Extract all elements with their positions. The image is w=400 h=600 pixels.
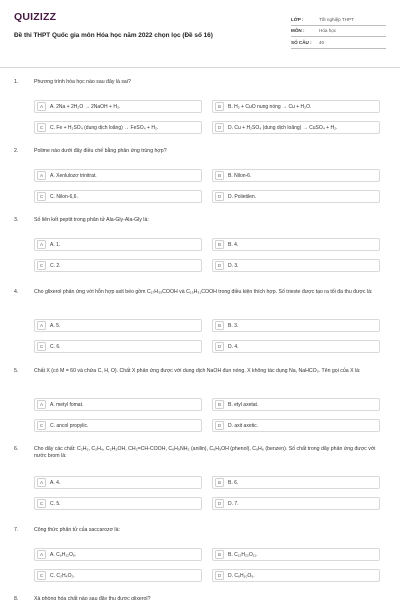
question-text: Cho dãy các chất: C₂H₂, C₂H₄, C₂H₅OH, CH₂=CH-COOH, C₆H₅NH₂ (anilin), C₆H₅OH (phenol), C₆H₆ (benzen). Số chất trong dãy phản ứng được với nước brom là: <box>34 446 376 460</box>
question-text: Polime nào dưới đây điều chế bằng phản ứng trùng hợp? <box>34 148 167 154</box>
option-letter-badge: A <box>37 171 46 180</box>
meta-value: 40 <box>319 39 325 45</box>
option-text: C. Fe + H₂SO₄ (dung dịch loãng) → FeSO₄ + H₂. <box>50 124 159 131</box>
option-text: D. 4. <box>228 343 239 350</box>
answer-option-b[interactable] <box>212 238 380 251</box>
option-letter-badge: B <box>215 171 224 180</box>
answer-option-a[interactable] <box>34 398 202 411</box>
option-letter-badge: D <box>215 499 224 508</box>
option-letter-badge: B <box>215 400 224 409</box>
answer-option-d[interactable] <box>212 259 380 272</box>
question-number: 3. <box>14 217 19 223</box>
option-text: A. 5. <box>50 322 61 329</box>
option-text: A. C₆H₁₂O₆. <box>50 551 77 558</box>
option-letter-badge: C <box>37 261 46 270</box>
answer-option-b[interactable] <box>212 319 380 332</box>
answer-option-c[interactable] <box>34 497 202 510</box>
option-letter-badge: C <box>37 499 46 508</box>
question-number: 4. <box>14 289 19 295</box>
option-text: B. etyl axetat. <box>228 401 259 408</box>
option-letter-badge: C <box>37 192 46 201</box>
exam-title: Đề thi THPT Quốc gia môn Hóa học năm 2022 chọn lọc (Đề số 16) <box>14 31 213 39</box>
answer-option-d[interactable] <box>212 121 380 134</box>
question-text: Xà phòng hóa chất nào sau đây thu được glixerol? <box>34 596 151 600</box>
answer-option-d[interactable] <box>212 419 380 432</box>
answer-option-d[interactable] <box>212 190 380 203</box>
option-text: D. Cu + H₂SO₄ (dung dịch loãng) → CuSO₄ + H₂. <box>228 124 338 131</box>
answer-option-c[interactable] <box>34 569 202 582</box>
option-letter-badge: D <box>215 571 224 580</box>
option-text: D. C₆H₁₀O₅. <box>228 572 255 579</box>
meta-label: LỚP : <box>291 16 304 22</box>
answer-option-a[interactable] <box>34 169 202 182</box>
meta-label: SỐ CÂU : <box>291 39 312 45</box>
option-text: B. 3. <box>228 322 239 329</box>
question-number: 5. <box>14 368 19 374</box>
option-letter-badge: D <box>215 192 224 201</box>
option-text: B. Nilon-6. <box>228 172 252 179</box>
meta-label: MÔN : <box>291 28 305 34</box>
answer-option-a[interactable] <box>34 548 202 561</box>
option-text: C. 6. <box>50 343 61 350</box>
quizizz-logo: QUIZIZZ <box>14 11 57 23</box>
meta-value: Hóa học <box>319 28 337 34</box>
question-text: Phương trình hóa học nào sau đây là sai? <box>34 79 131 85</box>
option-letter-badge: B <box>215 102 224 111</box>
option-letter-badge: A <box>37 321 46 330</box>
option-text: B. 4. <box>228 241 239 248</box>
option-letter-badge: A <box>37 102 46 111</box>
meta-table <box>291 14 386 49</box>
answer-option-b[interactable] <box>212 100 380 113</box>
option-letter-badge: B <box>215 240 224 249</box>
answer-option-c[interactable] <box>34 121 202 134</box>
answer-option-a[interactable] <box>34 319 202 332</box>
option-letter-badge: B <box>215 550 224 559</box>
answer-option-a[interactable] <box>34 238 202 251</box>
meta-row-class <box>291 14 386 26</box>
header-left <box>14 12 213 49</box>
option-text: B. C₁₂H₂₂O₁₁. <box>228 551 258 558</box>
option-text: D. 3. <box>228 262 239 269</box>
answer-option-b[interactable] <box>212 476 380 489</box>
option-text: D. Polietilen. <box>228 193 257 200</box>
answer-option-b[interactable] <box>212 398 380 411</box>
option-text: A. 1. <box>50 241 61 248</box>
option-text: B. 6. <box>228 479 239 486</box>
question-text: Số liên kết peptit trong phân tử Ala-Gly-Ala-Gly là: <box>34 217 149 223</box>
question-text: Chất X (có M = 60 và chứa C, H, O). Chất X phản ứng được với dung dịch NaOH đun nóng. X không tác dụng Na, NaHCO₃. Tên gọi của X là: <box>34 368 361 374</box>
option-letter-badge: A <box>37 478 46 487</box>
option-letter-badge: C <box>37 342 46 351</box>
option-text: C. ancol propylic. <box>50 422 89 429</box>
answer-option-c[interactable] <box>34 190 202 203</box>
question-text: Công thức phân tử của saccarozơ là: <box>34 527 120 533</box>
option-letter-badge: D <box>215 342 224 351</box>
option-letter-badge: A <box>37 240 46 249</box>
option-text: A. 4. <box>50 479 61 486</box>
question-number: 7. <box>14 527 19 533</box>
option-text: C. 5. <box>50 500 61 507</box>
answer-option-b[interactable] <box>212 169 380 182</box>
answer-option-c[interactable] <box>34 259 202 272</box>
option-text: A. 2Na + 2H₂O → 2NaOH + H₂. <box>50 103 121 110</box>
answer-option-a[interactable] <box>34 476 202 489</box>
option-letter-badge: B <box>215 478 224 487</box>
option-text: D. 7. <box>228 500 239 507</box>
option-text: A. metyl fomat. <box>50 401 84 408</box>
answer-option-c[interactable] <box>34 419 202 432</box>
option-letter-badge: B <box>215 321 224 330</box>
answer-option-a[interactable] <box>34 100 202 113</box>
question-number: 8. <box>14 596 19 600</box>
option-letter-badge: C <box>37 123 46 132</box>
answer-option-d[interactable] <box>212 569 380 582</box>
option-text: C. 2. <box>50 262 61 269</box>
header-divider <box>0 67 400 68</box>
option-letter-badge: A <box>37 550 46 559</box>
answer-option-b[interactable] <box>212 548 380 561</box>
option-text: A. Xenlulozơ trinitrat. <box>50 172 97 179</box>
option-letter-badge: A <box>37 400 46 409</box>
meta-row-subject <box>291 26 386 38</box>
option-letter-badge: C <box>37 421 46 430</box>
answer-option-d[interactable] <box>212 497 380 510</box>
answer-option-d[interactable] <box>212 340 380 353</box>
meta-value: Tốt nghiệp THPT <box>319 16 354 22</box>
meta-row-count <box>291 37 386 49</box>
option-text: D. axit axetic. <box>228 422 259 429</box>
option-letter-badge: D <box>215 123 224 132</box>
answer-option-c[interactable] <box>34 340 202 353</box>
worksheet-header <box>14 12 386 49</box>
option-text: B. H₂ + CuO nung nóng → Cu + H₂O. <box>228 103 312 110</box>
question-number: 6. <box>14 446 19 452</box>
question-number: 2. <box>14 148 19 154</box>
option-text: C. C₂H₄O₂. <box>50 572 75 579</box>
option-letter-badge: D <box>215 261 224 270</box>
option-text: C. Nilon-6,6. <box>50 193 78 200</box>
option-letter-badge: D <box>215 421 224 430</box>
question-text: Cho glixerol phản ứng với hỗn hợp axit béo gồm C₁₇H₃₅COOH và C₁₅H₃₁COOH trong điều kiện thích hợp. Số trieste được tạo ra tối đa thu được là: <box>34 289 373 295</box>
option-letter-badge: C <box>37 571 46 580</box>
question-number: 1. <box>14 79 19 85</box>
